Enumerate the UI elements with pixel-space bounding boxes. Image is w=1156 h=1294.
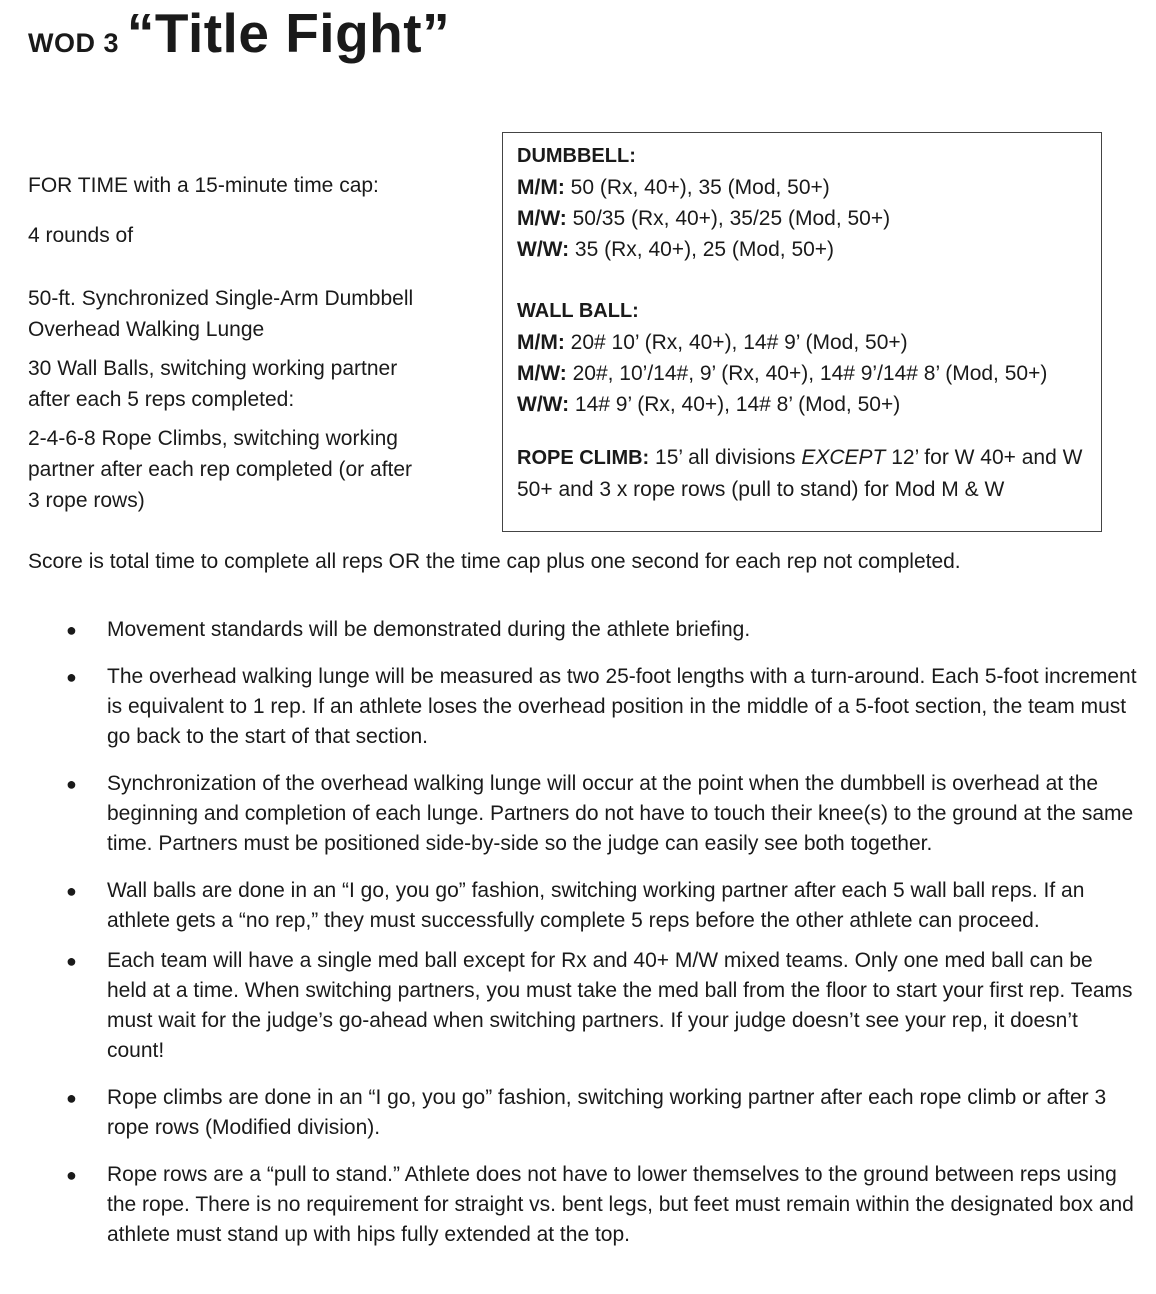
rope-climb-spec-b: 12’ for W 40+ and W 50+ and 3 x rope rows (pull to stand) for Mod M & W [517, 446, 1083, 501]
list-item [28, 1083, 1138, 1143]
bullet-icon: ● [66, 667, 77, 687]
wod-number: WOD 3 [28, 28, 120, 58]
rope-climb-text [517, 442, 1087, 505]
list-item [28, 876, 1138, 936]
list-item [28, 946, 1138, 1066]
list-item [28, 769, 1138, 859]
division-spec: 50/35 (Rx, 40+), 35/25 (Mod, 50+) [566, 207, 891, 230]
movement-rope-climbs: 2-4-6-8 Rope Climbs, switching working partner after each rep completed (or after 3 rope rows) [28, 427, 413, 512]
dumbbell-row-mm [517, 172, 1087, 203]
division-spec: 14# 9’ (Rx, 40+), 14# 8’ (Mod, 50+) [569, 393, 901, 416]
equipment-specs-box [502, 132, 1102, 532]
rule-text: Synchronization of the overhead walking lunge will occur at the point when the dumbbell is overhead at the beginning and completion of each lunge. Partners do not have to touch their knee(s) to the ground at the same time. Partners must be positioned side-by-side so the judge can easily see both together. [107, 772, 1134, 855]
rope-climb-heading: ROPE CLIMB: [517, 447, 650, 469]
wod-name: “Title Fight” [126, 2, 451, 64]
dumbbell-heading: DUMBBELL: [517, 145, 636, 167]
wall-ball-specs [517, 296, 1087, 420]
division-code: W/W: [517, 238, 570, 261]
bullet-icon: ● [66, 881, 77, 901]
list-item [28, 662, 1138, 752]
rope-climb-specs [517, 442, 1087, 505]
wall-ball-row-ww [517, 389, 1087, 420]
division-spec: 20# 10’ (Rx, 40+), 14# 9’ (Mod, 50+) [564, 331, 908, 354]
rule-text: Wall balls are done in an “I go, you go” fashion, switching working partner after each 5 wall ball reps. If an athlete gets a “no rep,” they must successfully complete 5 reps before the other athlete can proceed. [107, 879, 1085, 932]
division-spec: 20#, 10’/14#, 9’ (Rx, 40+), 14# 9’/14# 8’ (Mod, 50+) [566, 362, 1048, 385]
rule-text: Rope climbs are done in an “I go, you go” fashion, switching working partner after each rope climb or after 3 rope rows (Modified division). [107, 1086, 1107, 1139]
bullet-icon: ● [66, 1088, 77, 1108]
division-code: M/M: [517, 176, 565, 199]
movement-wall-balls: 30 Wall Balls, switching working partner after each 5 reps completed: [28, 357, 398, 411]
list-item [28, 1160, 1138, 1250]
wall-ball-row-mw [517, 358, 1087, 389]
division-code: M/M: [517, 331, 565, 354]
movement-lunge: 50-ft. Synchronized Single-Arm Dumbbell Overhead Walking Lunge [28, 287, 414, 341]
rules-list [28, 615, 1138, 1250]
rope-climb-exception: EXCEPT [801, 446, 886, 469]
division-spec: 35 (Rx, 40+), 25 (Mod, 50+) [569, 238, 835, 261]
rule-text: Rope rows are a “pull to stand.” Athlete does not have to lower themselves to the ground between reps using the rope. There is no requirement for straight vs. bent legs, but feet must remain within the designated box and athlete must stand up with hips fully extended at the top. [107, 1163, 1134, 1246]
workout-description [28, 170, 498, 516]
workout-format: FOR TIME with a 15-minute time cap: [28, 174, 379, 197]
page-title [28, 2, 451, 64]
bullet-icon: ● [66, 1165, 77, 1185]
bullet-icon: ● [66, 951, 77, 971]
division-code: M/W: [517, 362, 567, 385]
dumbbell-specs [517, 141, 1087, 265]
division-spec: 50 (Rx, 40+), 35 (Mod, 50+) [564, 176, 830, 199]
scoring-rule: Score is total time to complete all reps OR the time cap plus one second for each rep not completed. [28, 550, 961, 573]
rule-text: Movement standards will be demonstrated during the athlete briefing. [107, 618, 751, 641]
wall-ball-row-mm [517, 327, 1087, 358]
bullet-icon: ● [66, 774, 77, 794]
rule-text: The overhead walking lunge will be measured as two 25-foot lengths with a turn-around. Each 5-foot increment is equivalent to 1 rep. If an athlete loses the overhead position in the middle of a 5-foot section, the team must go back to the start of that section. [107, 665, 1137, 748]
bullet-icon: ● [66, 620, 77, 640]
rule-text: Each team will have a single med ball except for Rx and 40+ M/W mixed teams. Only one med ball can be held at a time. When switching partners, you must take the med ball from the floor to start your first rep. Teams must wait for the judge’s go-ahead when switching partners. If your judge doesn’t see your rep, it doesn’t count! [107, 949, 1133, 1062]
wall-ball-heading: WALL BALL: [517, 300, 639, 322]
workout-rounds: 4 rounds of [28, 224, 134, 247]
division-code: W/W: [517, 393, 570, 416]
dumbbell-row-ww [517, 234, 1087, 265]
division-code: M/W: [517, 207, 567, 230]
list-item [28, 615, 1138, 645]
rope-climb-spec-a: 15’ all divisions [649, 446, 802, 469]
dumbbell-row-mw [517, 203, 1087, 234]
